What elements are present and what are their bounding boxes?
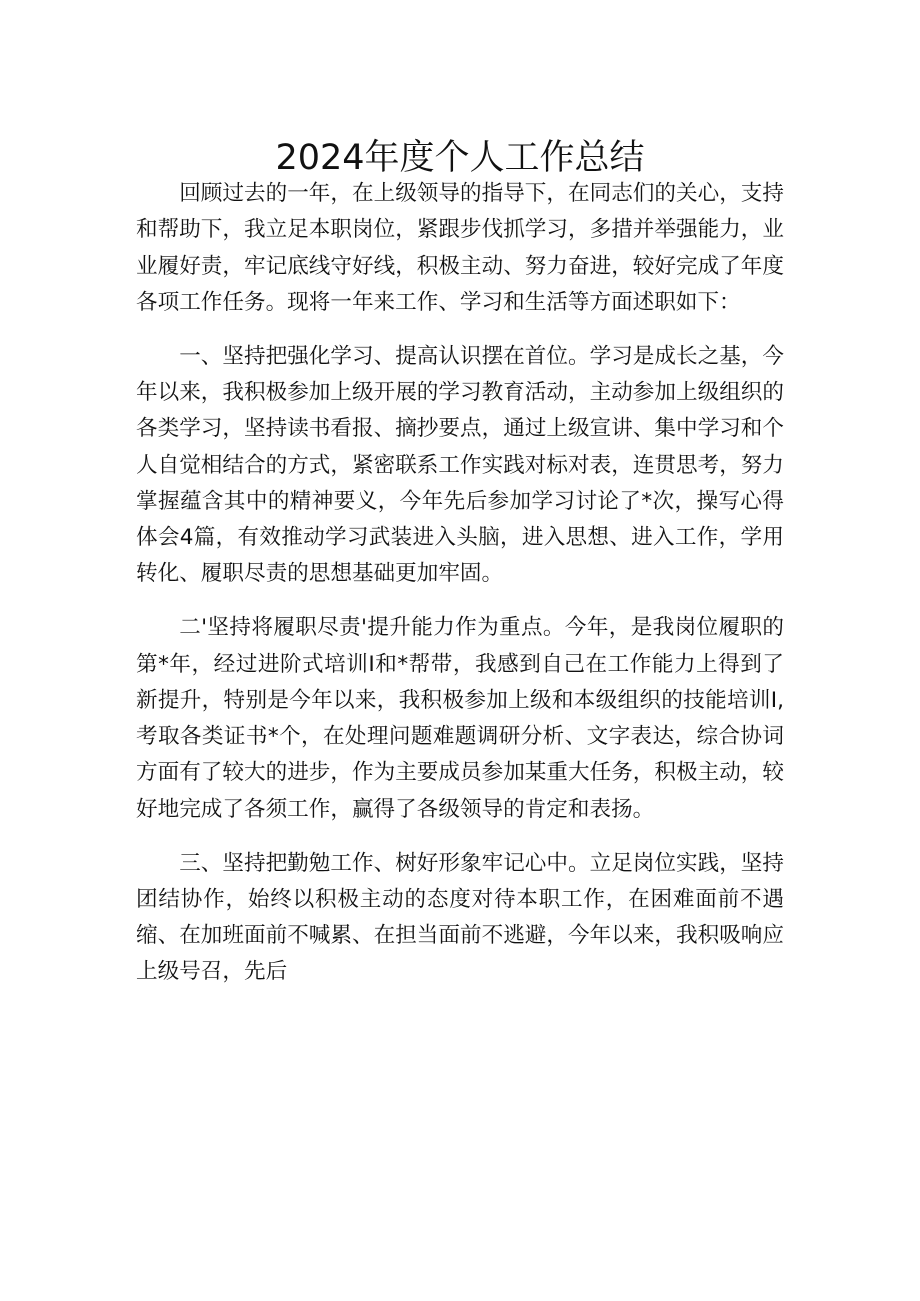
paragraph-section-3: 三、坚持把勤勉工作、树好形象牢记心中。立足岗位实践，坚持团结协作，始终以积极主动的态度对待本职工作，在困难面前不遇缩、在加班面前不喊累、在担当面前不逃避，今年以来，我积吸响应上级号召，先后 <box>136 850 784 985</box>
paragraph-section-2: 二'坚持将履职尽责'提升能力作为重点。今年，是我岗位履职的第*年，经过进阶式培训I和*帮带，我感到自己在工作能力上得到了新提升，特别是今年以来，我积极参加上级和本级组织的技能培训I,考取各类证书*个，在处理问题难题调研分析、文字表达，综合协词方面有了较大的进步，作为主要成员参加某重大任务，积极主动，较好地完成了各须工作，赢得了各级领导的肯定和表扬。 <box>136 615 784 822</box>
paragraph-section-1: 一、坚持把强化学习、提高认识摆在首位。学习是成长之基，今年以来，我积极参加上级开展的学习教育活动，主动参加上级组织的各类学习，坚持读书看报、摘抄要点，通过上级宣讲、集中学习和个人自觉相结合的方式，紧密联系工作实践对标对表，连贯思考，努力掌握蕴含其中的精神要义，今年先后参加学习讨论了*次，操写心得体会4篇，有效推动学习武装进入头脑，进入思想、进入工作，学用转化、履职尽责的思想基础更加牢固。 <box>136 343 784 587</box>
document-title: 2024年度个人工作总结 <box>275 138 645 178</box>
document-body <box>136 176 784 991</box>
paragraph-intro: 回顾过去的一年，在上级领导的指导下，在同志们的关心，支持和帮助下，我立足本职岗位，紧跟步伐抓学习，多措并举强能力，业业履好责，牢记底线守好线，积极主动、努力奋进，较好完成了年度各项工作任务。现将一年来工作、学习和生活等方面述职如下： <box>136 181 784 315</box>
